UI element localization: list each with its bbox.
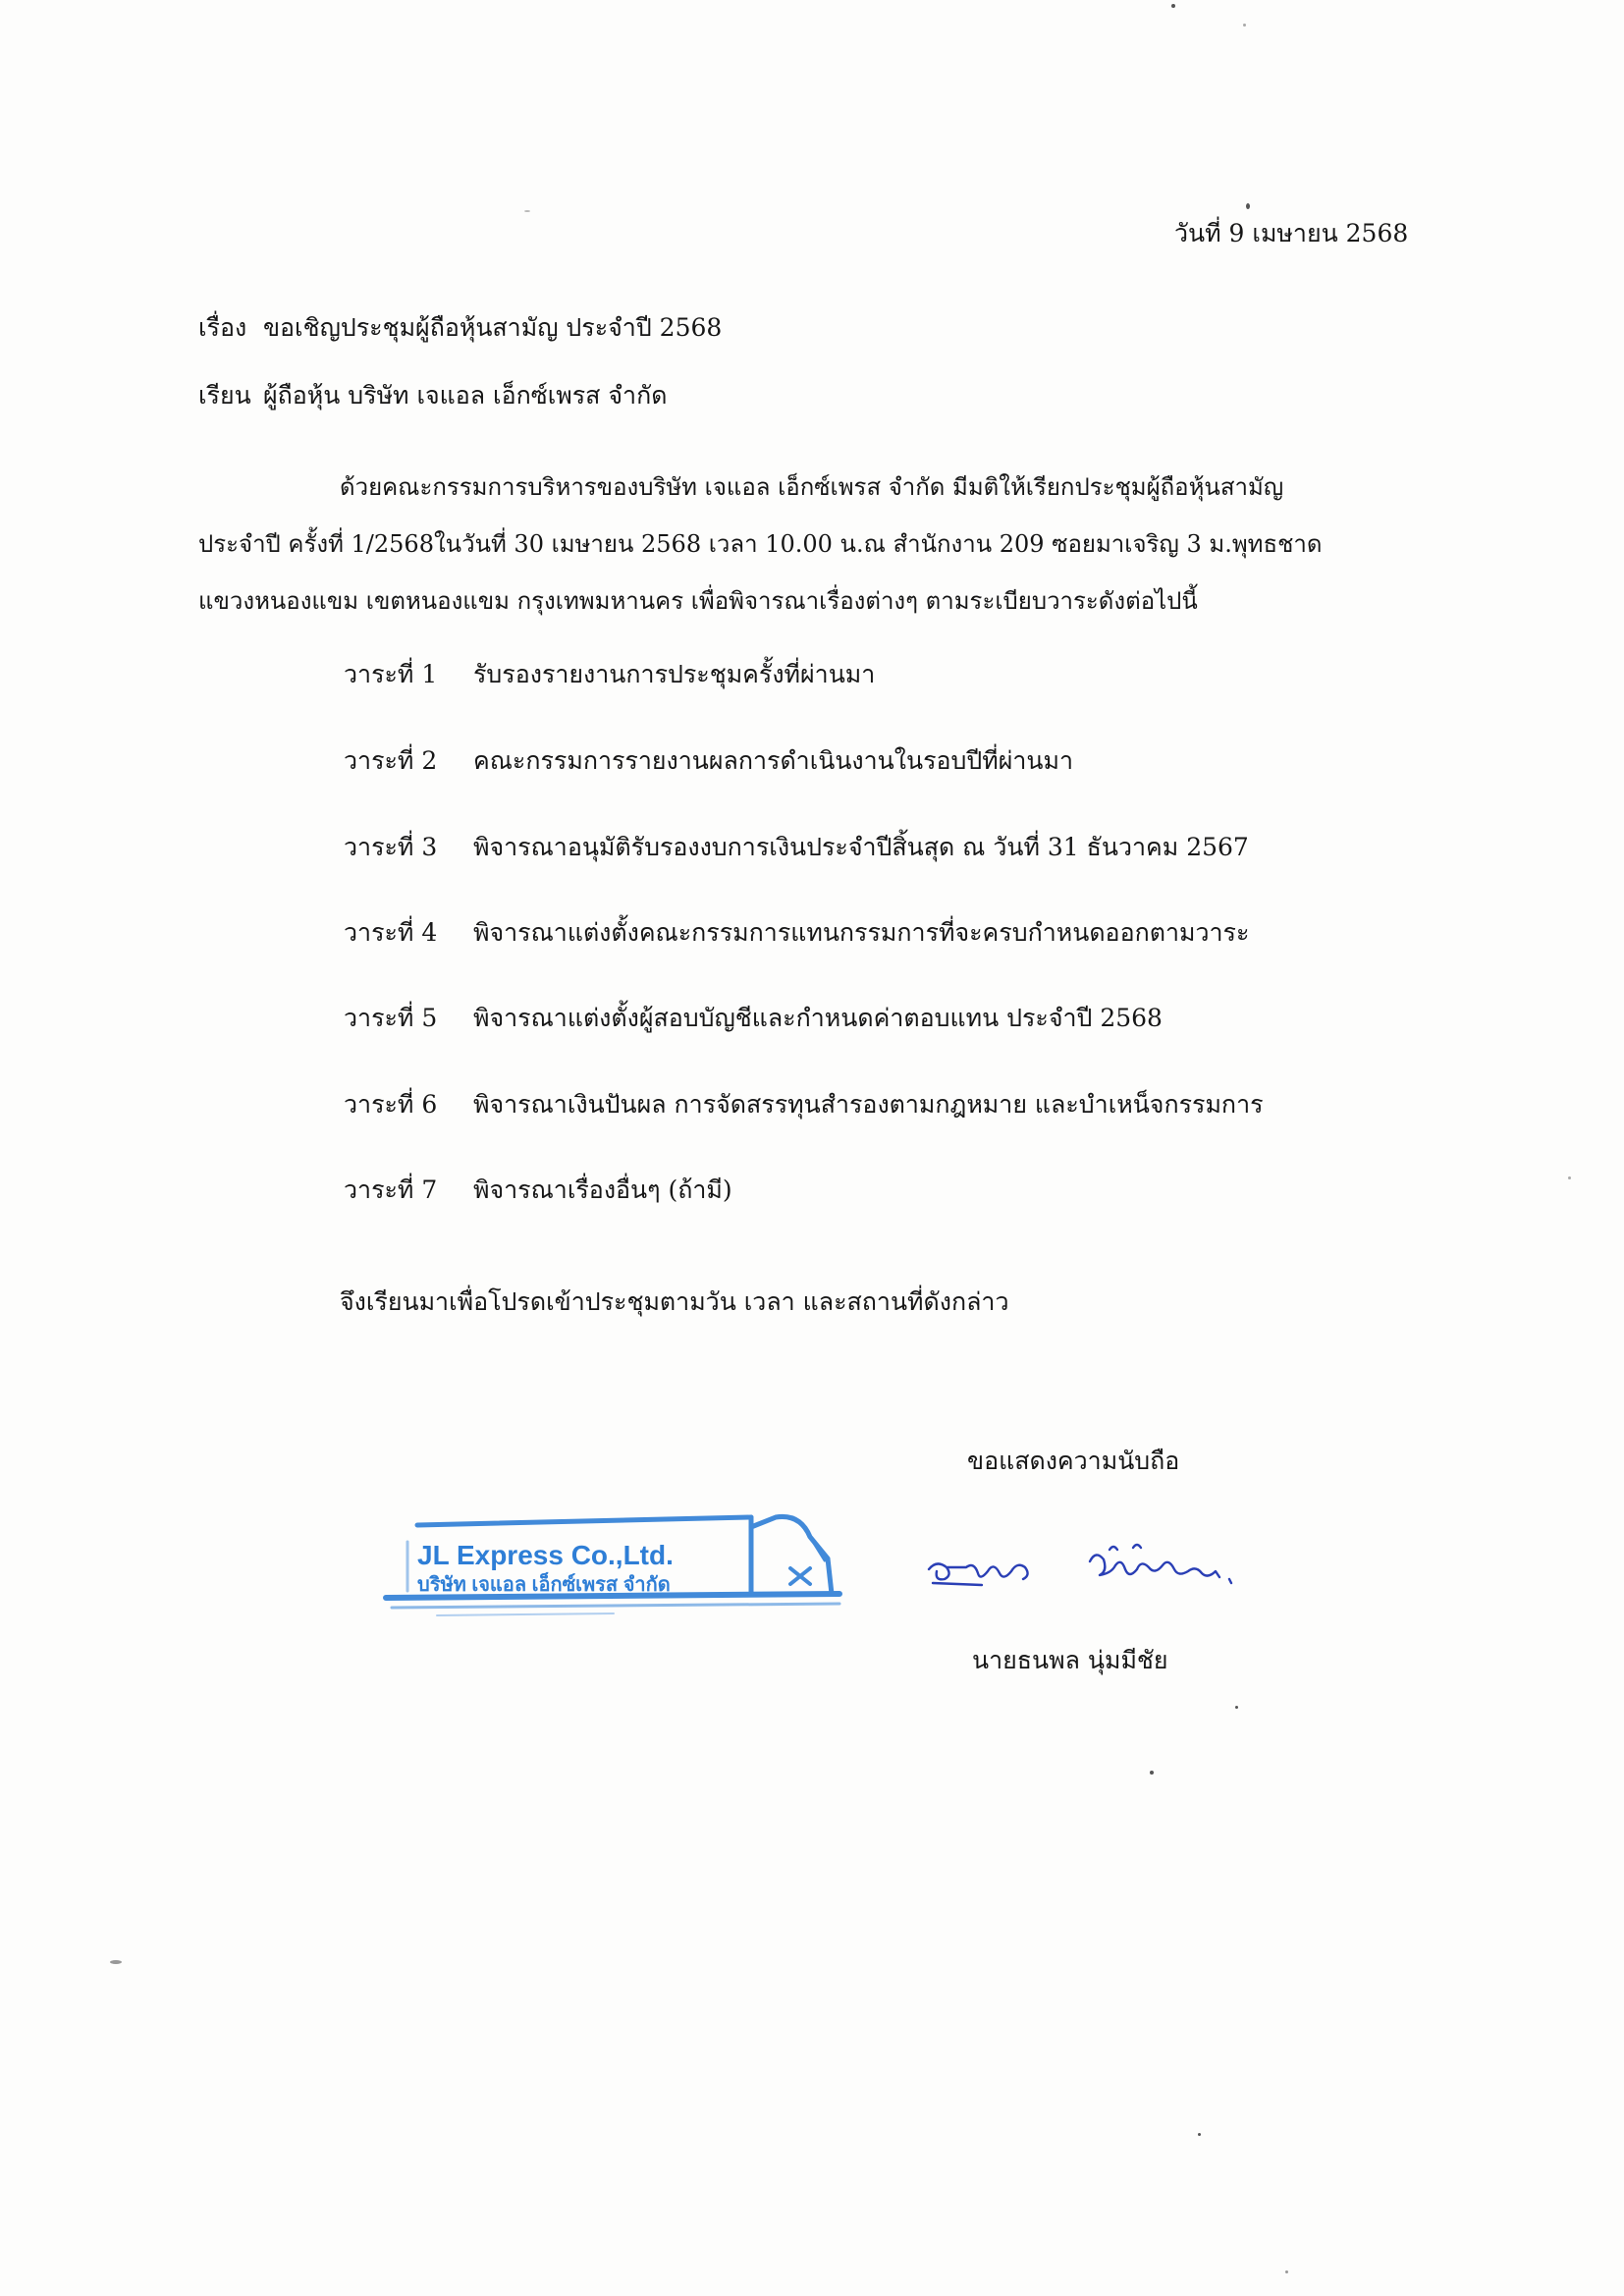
agenda-number: วาระที่ 1 <box>344 660 438 688</box>
agenda-item <box>344 832 1249 863</box>
recipient-line <box>198 380 667 411</box>
agenda-item <box>344 745 1073 777</box>
agenda-text: พิจารณาอนุมัติรับรองงบการเงินประจำปีสิ้นสุด ณ วันที่ 31 ธันวาคม 2567 <box>473 833 1249 861</box>
agenda-text: พิจารณาแต่งตั้งคณะกรรมการแทนกรรมการที่จะครบกำหนดออกตามวาระ <box>473 918 1250 947</box>
stamp-company-th: บริษัท เจแอล เอ็กซ์เพรส จำกัด <box>417 1574 671 1596</box>
agenda-text: พิจารณาเรื่องอื่นๆ (ถ้ามี) <box>473 1175 732 1204</box>
scan-speck <box>1285 2270 1288 2273</box>
stamp-company-en: JL Express Co.,Ltd. <box>417 1540 674 1570</box>
agenda-number: วาระที่ 7 <box>344 1175 438 1204</box>
scan-speck <box>1243 24 1246 27</box>
scan-speck <box>1198 2133 1201 2136</box>
agenda-number: วาระที่ 3 <box>344 833 438 861</box>
agenda-item <box>344 1175 732 1206</box>
scan-speck <box>1246 203 1250 209</box>
company-stamp <box>378 1498 874 1635</box>
agenda-item <box>344 659 875 690</box>
agenda-text: รับรองรายงานการประชุมครั้งที่ผ่านมา <box>473 660 876 688</box>
agenda-text: คณะกรรมการรายงานผลการดำเนินงานในรอบปีที่ผ่านมา <box>473 746 1074 775</box>
scan-speck <box>1568 1176 1571 1179</box>
recipient-text: ผู้ถือหุ้น บริษัท เจแอล เอ็กซ์เพรส จำกัด <box>262 381 668 410</box>
scan-speck <box>1150 1771 1154 1775</box>
scan-speck <box>524 210 530 212</box>
subject-line <box>198 312 722 344</box>
agenda-text: พิจารณาเงินปันผล การจัดสรรทุนสำรองตามกฎหมาย และบำเหน็จกรรมการ <box>473 1090 1264 1119</box>
agenda-number: วาระที่ 5 <box>344 1004 438 1032</box>
agenda-item <box>344 1003 1163 1034</box>
body-paragraph-line: ประจำปี ครั้งที่ 1/2568ในวันที่ 30 เมษายน 2568 เวลา 10.00 น.ณ สำนักงาน 209 ซอยมาเจริญ 3 ม.พุทธชาด <box>198 530 1323 558</box>
regards-text: ขอแสดงความนับถือ <box>967 1447 1180 1475</box>
scan-speck <box>1235 1706 1238 1709</box>
subject-text: ขอเชิญประชุมผู้ถือหุ้นสามัญ ประจำปี 2568 <box>262 313 723 342</box>
agenda-number: วาระที่ 4 <box>344 918 438 947</box>
signer-name: นายธนพล นุ่มมีชัย <box>972 1646 1168 1674</box>
agenda-item <box>344 917 1249 949</box>
scan-speck <box>1171 4 1175 8</box>
recipient-label: เรียน <box>198 381 251 410</box>
handwritten-signature <box>923 1532 1247 1611</box>
agenda-number: วาระที่ 2 <box>344 746 438 775</box>
agenda-item <box>344 1089 1264 1121</box>
agenda-number: วาระที่ 6 <box>344 1090 438 1119</box>
body-paragraph-line: ด้วยคณะกรรมการบริหารของบริษัท เจแอล เอ็กซ์เพรส จำกัด มีมติให้เรียกประชุมผู้ถือหุ้นสามัญ <box>340 473 1284 501</box>
letter-date: วันที่ 9 เมษายน 2568 <box>1174 219 1409 247</box>
subject-label: เรื่อง <box>198 313 247 342</box>
scan-speck <box>110 1960 122 1964</box>
closing-sentence: จึงเรียนมาเพื่อโปรดเข้าประชุมตามวัน เวลา และสถานที่ดังกล่าว <box>340 1287 1009 1316</box>
agenda-text: พิจารณาแต่งตั้งผู้สอบบัญชีและกำหนดค่าตอบแทน ประจำปี 2568 <box>473 1004 1163 1032</box>
body-paragraph-line: แขวงหนองแขม เขตหนองแขม กรุงเทพมหานคร เพื่อพิจารณาเรื่องต่างๆ ตามระเบียบวาระดังต่อไปนี้ <box>198 587 1198 615</box>
